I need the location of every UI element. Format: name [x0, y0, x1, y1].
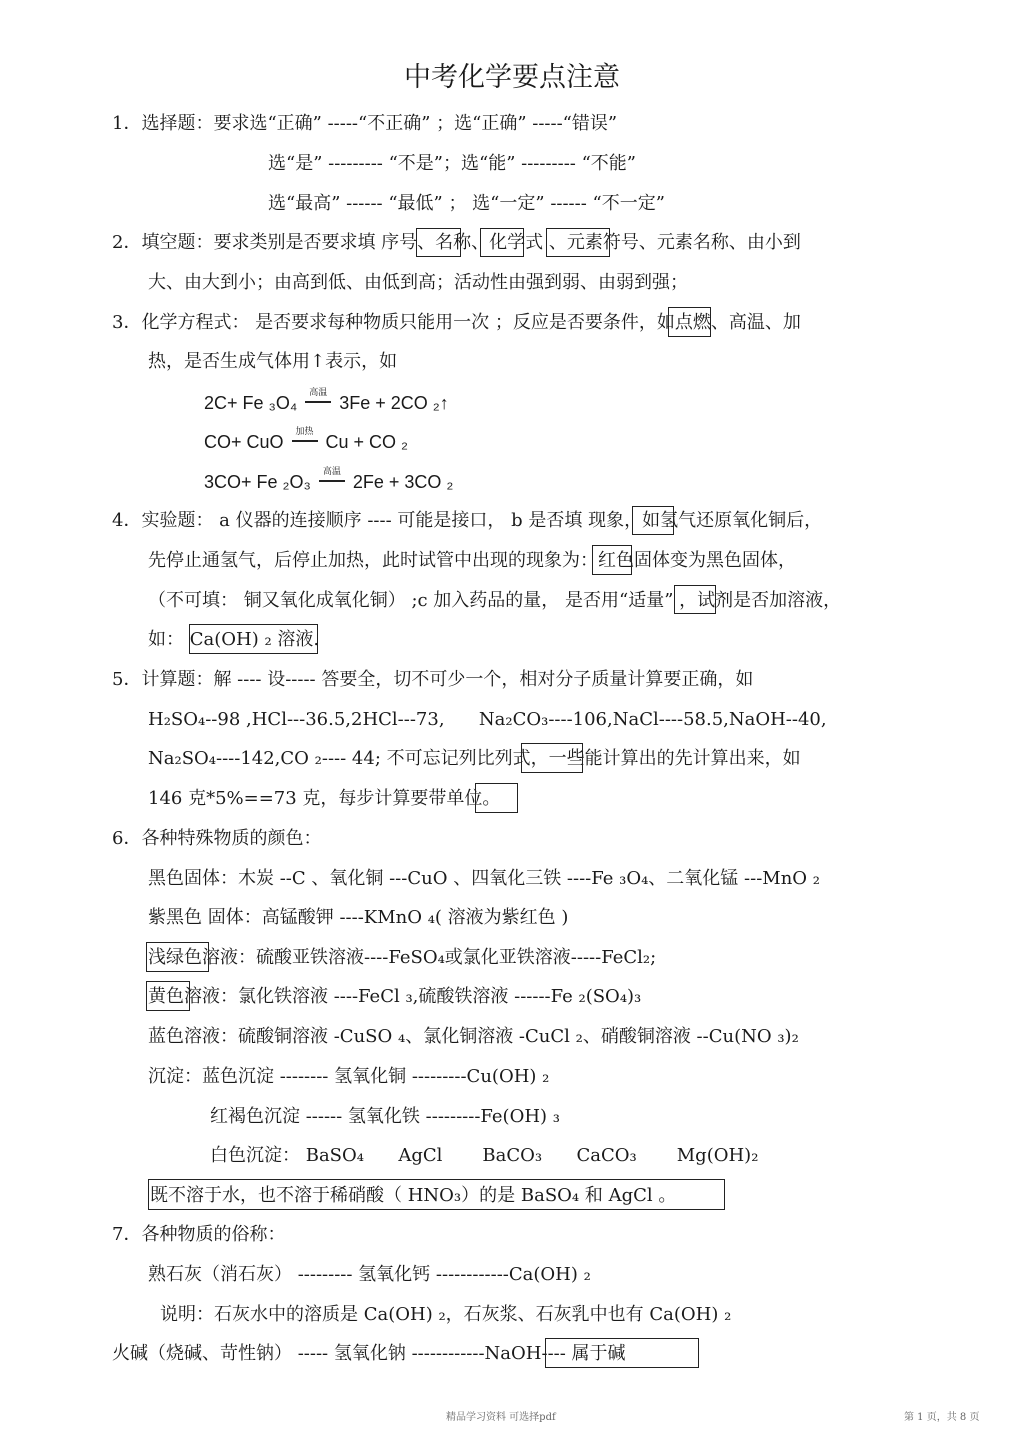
highlight-box [480, 228, 524, 257]
text-line: 如： Ca(OH) ₂ 溶液. [148, 629, 320, 650]
highlight-box [146, 981, 190, 1011]
text-line: 146 克*5%==73 克，每步计算要带单位。 [148, 788, 501, 809]
highlight-box [416, 228, 461, 257]
equation-products: 2Fe + 3CO ₂ [352, 472, 454, 492]
text-line: 先停止通氢气，后停止加热，此时试管中出现的现象为：红色固体变为黑色固体， [148, 550, 796, 571]
footer-page-number: 第 1 页，共 8 页 [904, 1412, 980, 1423]
text-line: 黑色固体：木炭 --C 、氧化铜 ---CuO 、四氧化三铁 ----Fe ₃O₄、二氧化锰 ---MnO ₂ [148, 868, 820, 889]
text-line: 3．化学方程式： 是否要求每种物质只能用一次 ；反应是否要条件，如点燃、高温、加 [112, 312, 801, 333]
equation-reactants: CO+ CuO [204, 432, 284, 452]
text-line: 选“是” --------- “不是”；选“能” --------- “不能” [268, 153, 636, 174]
highlight-box [546, 228, 610, 257]
reaction-condition-label: 加热 [295, 426, 314, 436]
text-line: 红褐色沉淀 ------ 氢氧化铁 ---------Fe(OH) ₃ [210, 1106, 560, 1127]
highlight-box [592, 545, 632, 575]
text-line: 6．各种特殊物质的颜色： [112, 828, 322, 849]
text-line: 选“最高” ------ “最低” ； 选“一定” ------ “不一定” [268, 193, 665, 214]
highlight-box [148, 1179, 725, 1210]
highlight-box [668, 307, 711, 337]
page-title: 中考化学要点注意 [404, 62, 620, 93]
equation-row [204, 387, 449, 415]
text-line: 蓝色溶液：硫酸铜溶液 -CuSO ₄、氯化铜溶液 -CuCl ₂、硝酸铜溶液 --Cu(NO ₃)₂ [148, 1026, 799, 1047]
equals-bar [319, 480, 345, 482]
text-line: 既不溶于水，也不溶于稀硝酸（ HNO₃）的是 BaSO₄ 和 AgCl 。 [150, 1185, 677, 1206]
highlight-box [189, 624, 318, 654]
equals-bar [305, 401, 331, 403]
equation-products: 3Fe + 2CO ₂↑ [339, 393, 449, 413]
text-line: 2．填空题：要求类别是否要求填 序号、名称、化学式 、元素符号、元素名称、由小到 [112, 232, 801, 253]
equals-bar [292, 440, 318, 442]
text-line: 5．计算题：解 ---- 设----- 答要全，切不可少一个，相对分子质量计算要正确，如 [112, 669, 754, 690]
text-line: 白色沉淀： BaSO₄ AgCl BaCO₃ CaCO₃ Mg(OH)₂ [210, 1145, 759, 1166]
text-line: 说明：石灰水中的溶质是 Ca(OH) ₂，石灰浆、石灰乳中也有 Ca(OH) ₂ [160, 1304, 732, 1325]
reaction-condition-label: 高温 [322, 466, 341, 476]
highlight-box [674, 585, 716, 614]
reaction-condition-sign [292, 426, 318, 454]
highlight-box [545, 1338, 699, 1368]
equation-reactants: 3CO+ Fe ₂O₃ [204, 472, 311, 492]
text-line: 熟石灰（消石灰） --------- 氢氧化钙 ------------Ca(OH) ₂ [148, 1264, 591, 1285]
text-line: 1．选择题：要求选“正确” -----“不正确” ；选“正确” -----“错误” [112, 113, 618, 134]
highlight-box [521, 743, 583, 773]
text-line: H₂SO₄--98 ,HCl---36.5,2HCl---73, Na₂CO₃----106,NaCl----58.5,NaOH--40, [148, 709, 827, 730]
text-line: 火碱（烧碱、苛性钠） ----- 氢氧化钠 ------------NaOH---- 属于碱 [112, 1343, 626, 1364]
text-line: 热，是否生成气体用↑表示，如 [148, 351, 398, 372]
text-line: 4．实验题： a 仪器的连接顺序 ---- 可能是接口， b 是否填 现象，如氢气还原氧化铜后， [112, 510, 823, 531]
equation-row [204, 426, 409, 454]
text-line: 7．各种物质的俗称： [112, 1224, 286, 1245]
text-line: （不可填： 铜又氧化成氧化铜） ;c 加入药品的量， 是否用“适量” ，试剂是否加溶液， [148, 590, 842, 611]
text-line: 沉淀：蓝色沉淀 -------- 氢氧化铜 ---------Cu(OH) ₂ [148, 1066, 550, 1087]
text-line: 紫黑色 固体：高锰酸钾 ----KMnO ₄( 溶液为紫红色 ) [148, 907, 569, 928]
reaction-condition-sign [319, 466, 345, 494]
reaction-condition-label: 高温 [309, 387, 328, 397]
text-line: 大、由大到小；由高到低、由低到高；活动性由强到弱、由弱到强； [148, 272, 688, 293]
equation-row [204, 466, 454, 494]
reaction-condition-sign [305, 387, 331, 415]
highlight-box [146, 942, 209, 972]
footer-left: 精品学习资料 可选择pdf [446, 1412, 556, 1423]
highlight-box [475, 783, 518, 813]
text-line: Na₂SO₄----142,CO ₂---- 44; 不可忘记列比列式，一些能计算出的先计算出来，如 [148, 748, 801, 769]
text-line: 浅绿色溶液：硫酸亚铁溶液----FeSO₄或氯化亚铁溶液-----FeCl₂; [148, 947, 657, 968]
highlight-box [632, 506, 674, 535]
text-line: 黄色溶液：氯化铁溶液 ----FeCl ₃,硫酸铁溶液 ------Fe ₂(SO₄)₃ [148, 986, 642, 1007]
equation-reactants: 2C+ Fe ₃O₄ [204, 393, 298, 413]
equation-products: Cu + CO ₂ [325, 432, 409, 452]
